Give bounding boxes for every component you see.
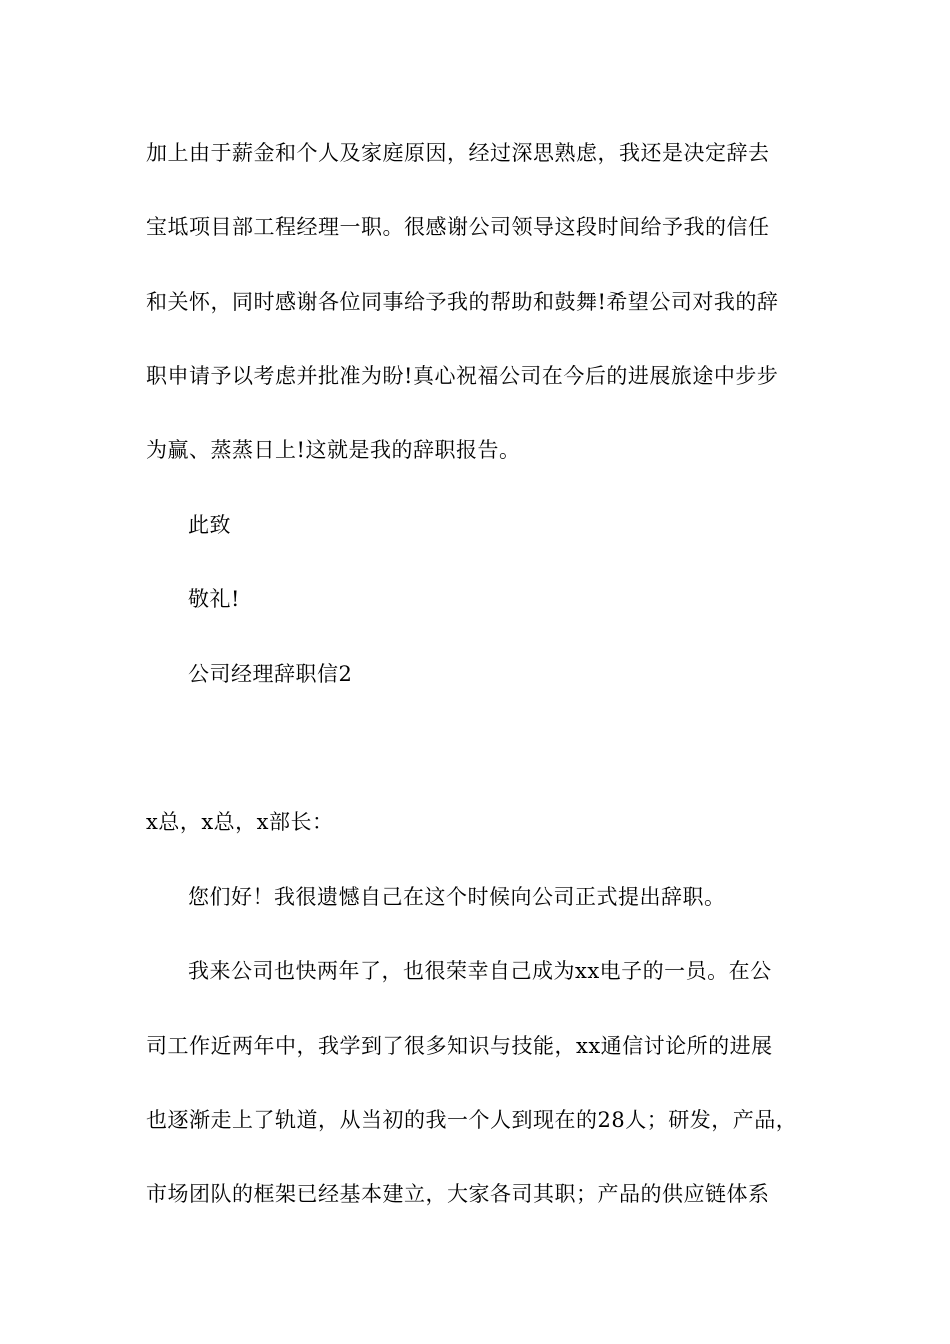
greeting-line: 您们好！我很遗憾自己在这个时候向公司正式提出辞职。: [188, 885, 726, 909]
body-text-line: 也逐渐走上了轨道，从当初的我一个人到现在的28人；研发，产品，: [146, 1108, 798, 1132]
body-text-line: 加上由于薪金和个人及家庭原因，经过深思熟虑，我还是决定辞去: [146, 141, 770, 165]
body-text-line: 为赢、蒸蒸日上!这就是我的辞职报告。: [146, 438, 521, 462]
body-text-line: 职申请予以考虑并批准为盼!真心祝福公司在今后的进展旅途中步步: [146, 364, 779, 388]
closing-line: 敬礼!: [188, 587, 240, 611]
body-text-line: 我来公司也快两年了，也很荣幸自己成为xx电子的一员。在公: [188, 959, 772, 983]
body-text-line: 宝坻项目部工程经理一职。很感谢公司领导这段时间给予我的信任: [146, 215, 770, 239]
section-title: 公司经理辞职信2: [188, 662, 353, 686]
body-text-line: 市场团队的框架已经基本建立，大家各司其职；产品的供应链体系: [146, 1182, 770, 1206]
salutation: x总，x总，x部长：: [146, 810, 334, 834]
body-text-line: 和关怀，同时感谢各位同事给予我的帮助和鼓舞!希望公司对我的辞: [146, 290, 779, 314]
body-text-line: 司工作近两年中，我学到了很多知识与技能，xx通信讨论所的进展: [146, 1034, 773, 1058]
closing-line: 此致: [188, 513, 231, 537]
